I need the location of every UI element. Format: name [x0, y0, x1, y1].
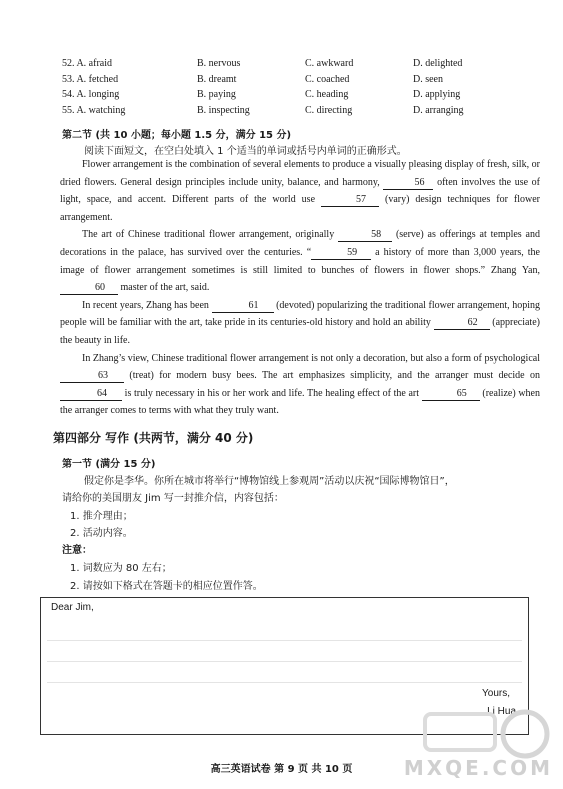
letter-greeting: Dear Jim, [51, 602, 94, 613]
option-c: C. awkward [305, 58, 354, 69]
section2-instruction: 阅读下面短文，在空白处填入 1 个适当的单词或括号内单词的正确形式。 [84, 146, 407, 157]
note-label: 注意： [62, 545, 92, 556]
option-c: C. heading [305, 89, 349, 100]
task-line-1: 假定你是李华。你所在城市将举行“博物馆线上参观周”活动以庆祝“国际博物馆日”， [84, 476, 455, 487]
cloze-passage [60, 156, 540, 420]
option-a: 55. A. watching [62, 104, 126, 116]
task-line-2: 请给你的美国朋友 Jim 写一封推介信，内容包括： [62, 493, 284, 504]
option-b: B. paying [197, 89, 236, 100]
note-item-1: 1. 词数应为 80 左右； [70, 563, 172, 574]
option-c: C. coached [305, 73, 350, 85]
option-d: D. arranging [413, 104, 464, 116]
blank-59[interactable]: 59 [311, 247, 371, 260]
part4-heading: 第四部分 写作 (共两节，满分 40 分) [53, 431, 254, 445]
paragraph-1: Flower arrangement is the combination of several elements to produce a visually pleasing display of fresh, silk, or dried flowers. General design principles include unity, balance, and harmony, 56 often involves the use of light, space, and accent. Different parts of the world use 57 (vary) design techniques for flower arrangement. [60, 159, 540, 223]
option-d: D. seen [413, 73, 443, 85]
part4-section1-heading: 第一节 (满分 15 分) [62, 459, 156, 470]
option-a: 54. A. longing [62, 89, 120, 100]
blank-56[interactable]: 56 [383, 177, 433, 190]
option-row-55 [62, 103, 532, 119]
blank-65[interactable]: 65 [422, 388, 480, 401]
page-footer: 高三英语试卷 第 9 页 共 10 页 [210, 764, 353, 775]
blank-57[interactable]: 57 [321, 194, 379, 207]
option-row-53 [62, 72, 532, 88]
task-item-1: 1. 推介理由； [70, 511, 133, 522]
blank-63[interactable]: 63 [60, 370, 124, 383]
option-b: B. dreamt [197, 73, 237, 85]
task-item-2: 2. 活动内容。 [70, 528, 133, 539]
note-item-2: 2. 请按如下格式在答题卡的相应位置作答。 [70, 581, 263, 592]
option-d: D. delighted [413, 58, 463, 69]
blank-64[interactable]: 64 [60, 388, 122, 401]
paragraph-4: In Zhang’s view, Chinese traditional flower arrangement is not only a decoration, but also a form of psychological 63 (treat) for modern busy bees. The art emphasizes simplicity, and the arranger must decide on 64 is truly necessary in his or her work and life. The healing effect of the art 65 (realize) when the arranger comes to terms with what they truly want. [60, 352, 540, 417]
options-table [62, 56, 532, 118]
option-b: B. inspecting [197, 104, 250, 116]
option-d: D. applying [413, 89, 461, 100]
watermark-text: MXQE.COM [403, 756, 553, 780]
option-row-54 [62, 87, 532, 103]
option-a: 53. A. fetched [62, 73, 119, 85]
paragraph-2: The art of Chinese traditional flower arrangement, originally 58 (serve) as offerings at temples and decorations in the palace, has survived over the centuries. “ 59 a history of more than 3,000 years, the image of flower arrangement sometimes is still limited to bunches of flowers in flower shops.” Zhang Yan, 60 master of the art, said. [60, 229, 540, 294]
section2-heading: 第二节 (共 10 小题；每小题 1.5 分，满分 15 分) [62, 130, 292, 141]
option-a: 52. A. afraid [62, 58, 112, 69]
letter-closing: Yours, [482, 688, 510, 699]
letter-signature: Li Hua [487, 706, 516, 717]
blank-60[interactable]: 60 [60, 282, 118, 295]
option-b: B. nervous [197, 58, 241, 69]
blank-62[interactable]: 62 [434, 317, 490, 330]
option-row-52 [62, 56, 532, 72]
blank-61[interactable]: 61 [212, 300, 274, 313]
paragraph-3: In recent years, Zhang has been 61 (devoted) popularizing the traditional flower arrangement, hoping people will be familiar with the art, take pride in its centuries-old history and hold an ability 62 (appreciate) the beauty in life. [60, 299, 540, 346]
option-c: C. directing [305, 104, 353, 116]
writing-lines [47, 620, 522, 683]
blank-58[interactable]: 58 [338, 229, 392, 242]
